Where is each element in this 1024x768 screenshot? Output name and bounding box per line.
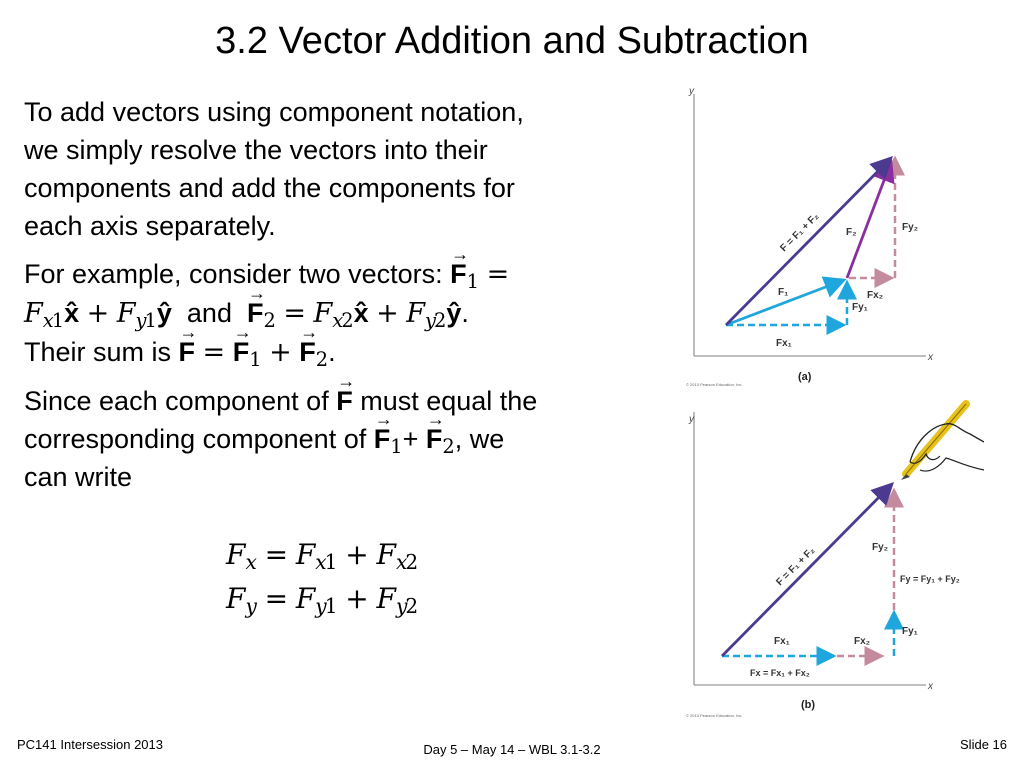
- paragraph-example: [24, 255, 684, 372]
- figure-caption-b: (b): [801, 699, 816, 711]
- label-f2: F₂: [846, 227, 857, 238]
- example-line-3: Their sum is → F = → $F_1$ + → $F_2$.: [24, 333, 684, 372]
- label-fy-sum: Fy = Fy₁ + Fy₂: [900, 574, 960, 584]
- components-line-1: Since each component of → F must equal the: [24, 382, 684, 420]
- f-sum-vector: [722, 484, 892, 656]
- sum-text: Their sum is: [24, 337, 179, 367]
- label-f1: F₁: [778, 287, 789, 298]
- copyright-a: © 2013 Pearson Education, Inc.: [686, 382, 743, 387]
- footer-session: Day 5 – May 14 – WBL 3.1-3.2: [423, 742, 601, 757]
- vector-diagram-b: [684, 400, 984, 722]
- slide-body: [24, 93, 684, 506]
- equation-fy: $F_y = F_{y1} + F_{y2}$: [226, 582, 419, 619]
- and-text: and: [186, 298, 232, 328]
- example-line-1: For example, consider two vectors: → $F_1$ =: [24, 255, 684, 294]
- paragraph-components: [24, 382, 684, 496]
- body-line: we simply resolve the vectors into their: [24, 135, 488, 165]
- footer-course: PC141 Intersession 2013: [17, 737, 163, 752]
- label-fx-sum: Fx = Fx₁ + Fx₂: [750, 668, 810, 678]
- components-text: must equal the: [352, 386, 538, 416]
- body-line: components and add the components for: [24, 173, 515, 203]
- example-intro-text: For example, consider two vectors:: [24, 259, 451, 289]
- components-text: Since each component of: [24, 386, 337, 416]
- y-axis-label: y: [689, 86, 694, 97]
- label-fy2: Fy₂: [872, 542, 889, 553]
- x-axis-label: x: [928, 681, 933, 692]
- hand-drawing-icon: [901, 404, 984, 480]
- label-fx1: Fx₁: [776, 338, 792, 349]
- label-f-sum: F = F₁ + F₂: [774, 545, 818, 589]
- paragraph-component-notation: [24, 93, 684, 245]
- figure-caption-a: (a): [798, 371, 812, 383]
- slide-title: 3.2 Vector Addition and Subtraction: [215, 20, 809, 62]
- x-axis-label: x: [928, 352, 933, 363]
- components-line-2: corresponding component of → $F_1+ \to F_2$, we: [24, 420, 684, 458]
- components-text: , we: [454, 424, 505, 454]
- label-f-sum: F = F₁ + F₂: [778, 211, 822, 255]
- example-line-2: $F_{x1}x̂$ + $F_{y1}ŷ$ and → $F_2$ = $F_{x2}x̂$ + $F_{y2}ŷ$.: [24, 294, 684, 333]
- label-fy1: Fy₁: [852, 302, 868, 313]
- components-line-3: can write: [24, 462, 133, 492]
- label-fx2: Fx₂: [854, 636, 871, 647]
- label-fx1: Fx₁: [774, 636, 790, 647]
- label-fy2: Fy₂: [902, 222, 919, 233]
- vector-diagram-a: [684, 80, 944, 390]
- body-line: To add vectors using component notation,: [24, 97, 524, 127]
- copyright-b: © 2013 Pearson Education, Inc.: [686, 713, 743, 718]
- body-line: each axis separately.: [24, 211, 276, 241]
- label-fx2: Fx₂: [867, 290, 884, 301]
- components-text: corresponding component of: [24, 424, 374, 454]
- y-axis-label: y: [689, 414, 694, 425]
- label-fy1: Fy₁: [902, 626, 918, 637]
- equation-fx: $F_x = F_{x1} + F_{x2}$: [226, 538, 419, 575]
- footer-slide-number: Slide 16: [960, 737, 1007, 752]
